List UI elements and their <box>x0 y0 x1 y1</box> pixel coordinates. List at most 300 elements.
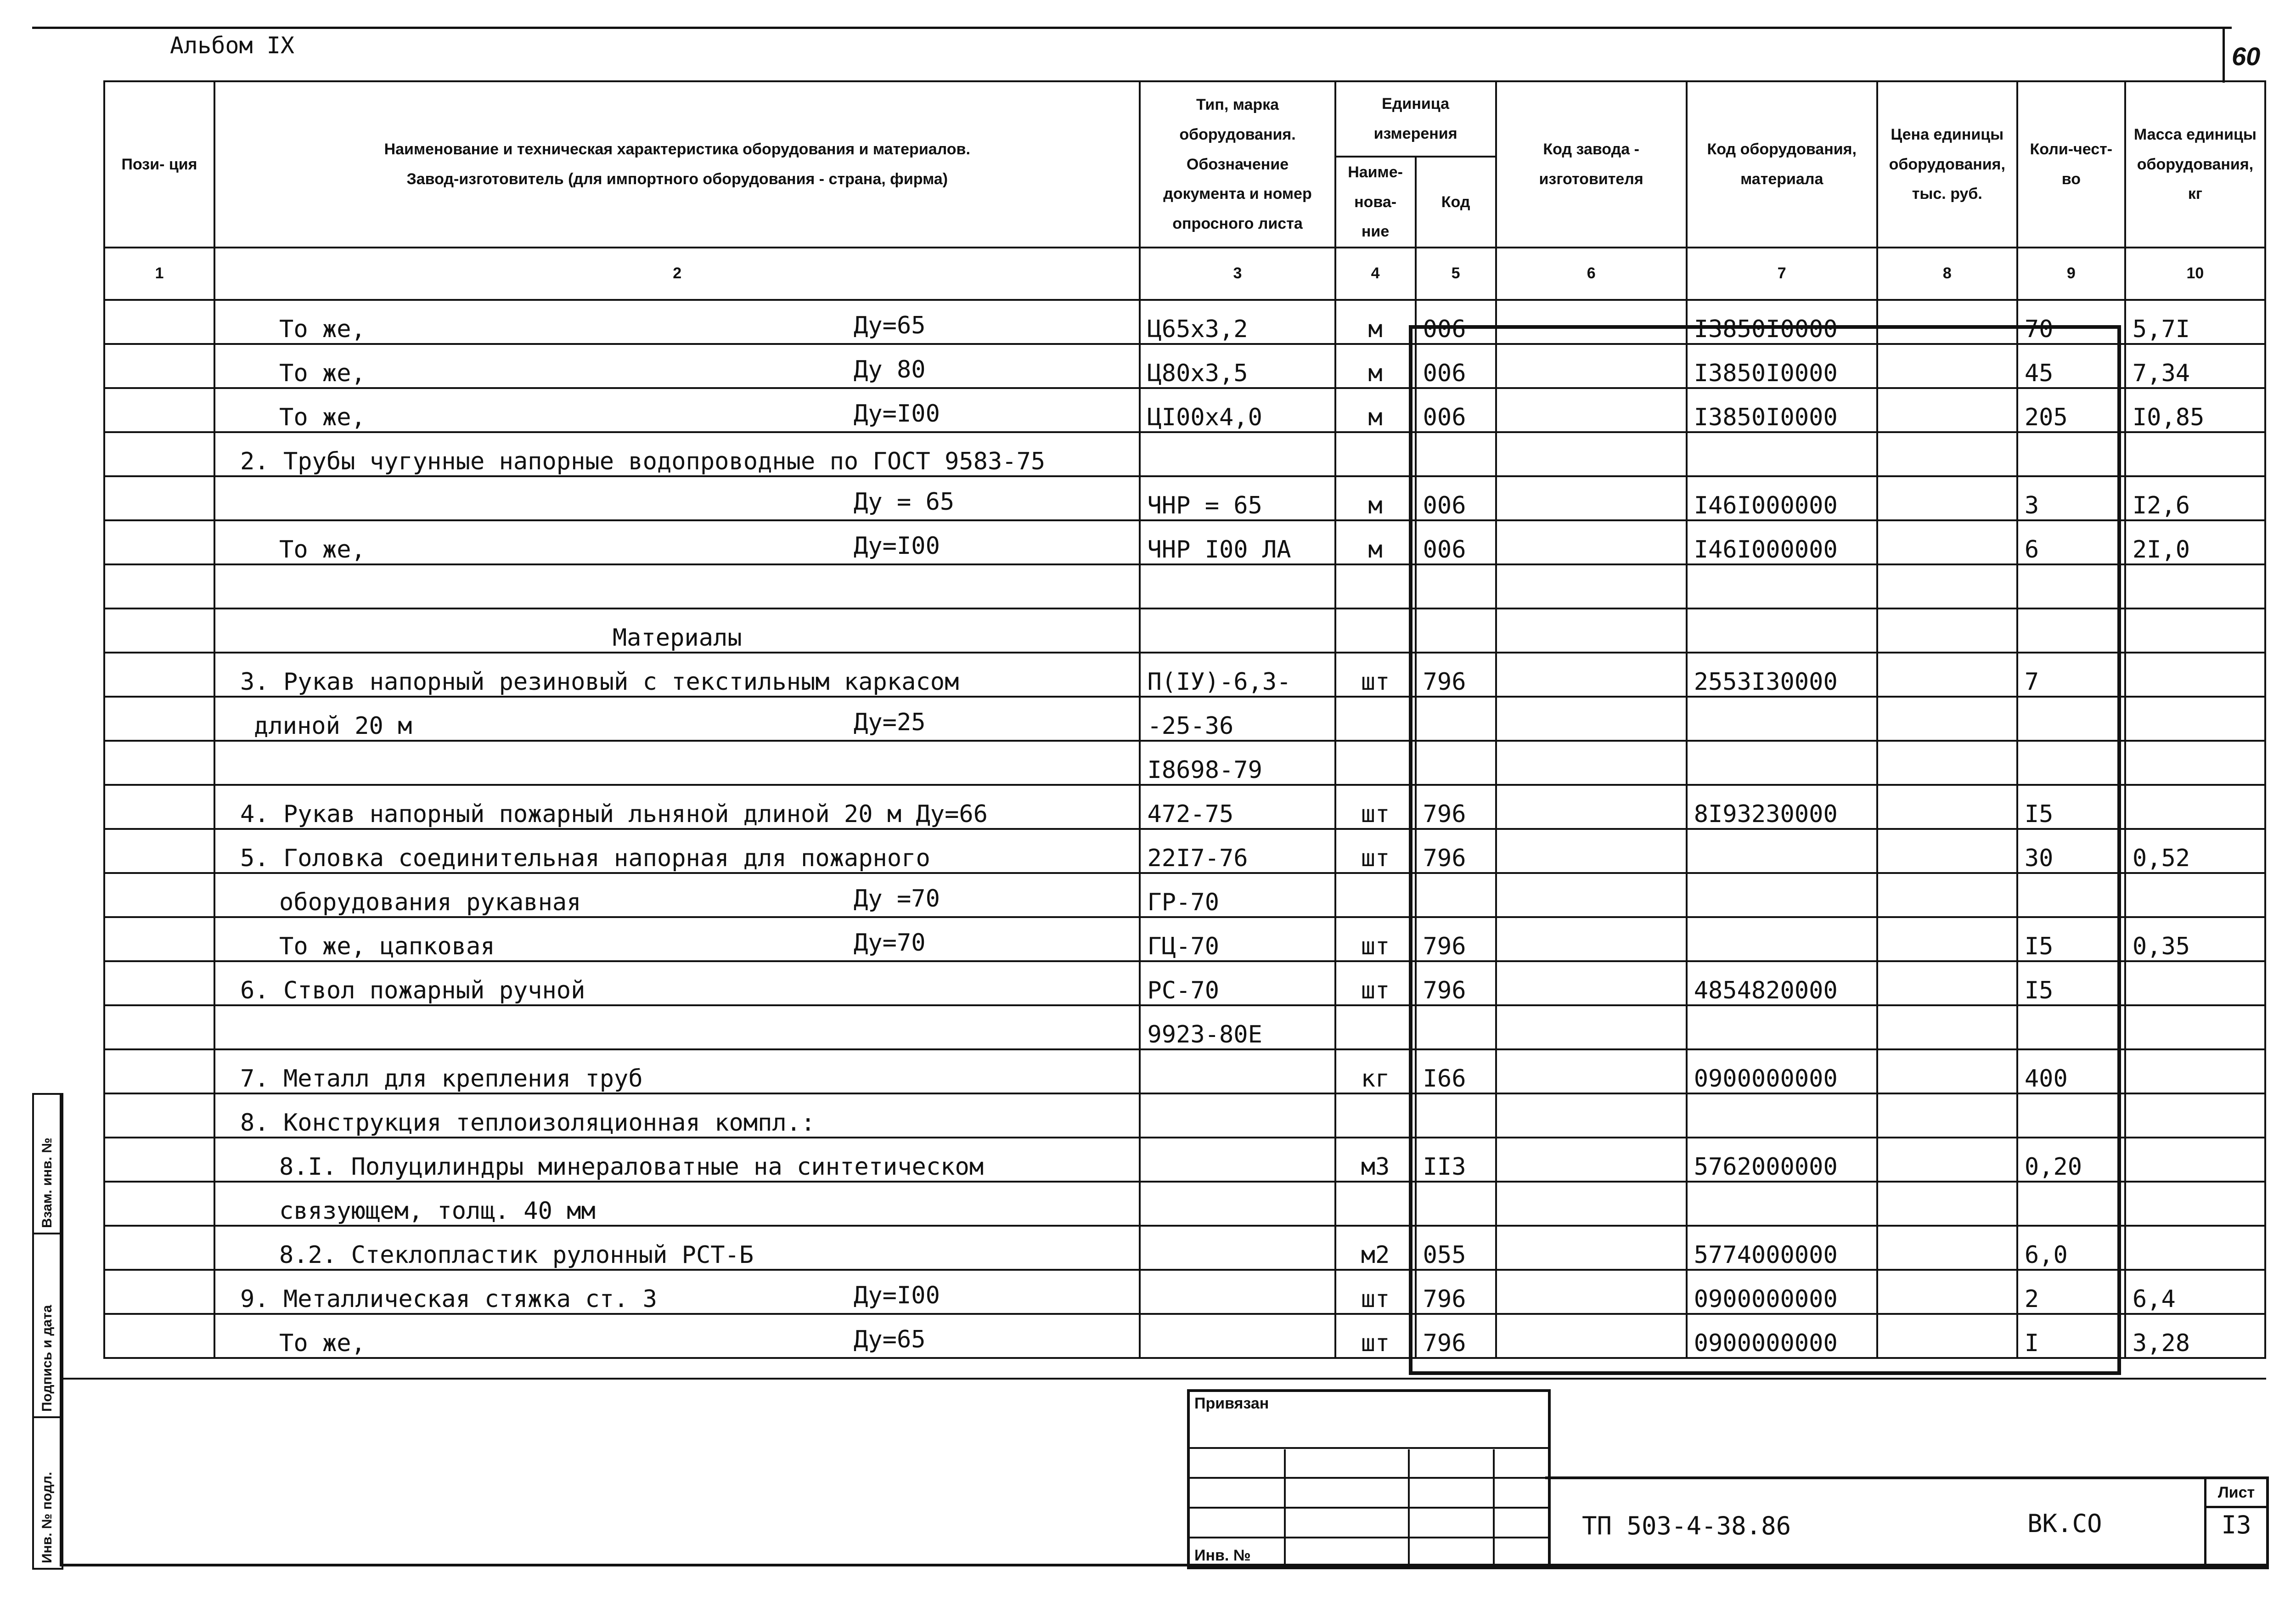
sidebar-vzam: Взам. инв. № <box>39 1138 55 1228</box>
top-border-line <box>32 27 2232 29</box>
binding-stamp <box>1187 1389 1551 1569</box>
row-name-cell <box>214 785 1140 829</box>
row-name: То же, <box>279 315 366 343</box>
row-empty-cell <box>104 1314 214 1358</box>
column-number: 6 <box>1496 248 1687 300</box>
row-qty: 0,20 <box>2017 1138 2125 1182</box>
row-code: 006 <box>1416 388 1496 432</box>
row-empty-cell <box>1496 961 1687 1005</box>
row-name: оборудования рукавная <box>279 888 581 916</box>
row-mass: 3,28 <box>2125 1314 2265 1358</box>
row-mass: 0,35 <box>2125 917 2265 961</box>
row-type <box>1140 1314 1335 1358</box>
row-empty-cell <box>104 608 214 653</box>
row-mass <box>2125 1049 2265 1093</box>
row-qty: I <box>2017 1314 2125 1358</box>
row-empty-cell <box>1496 476 1687 520</box>
row-empty-cell <box>104 564 214 608</box>
column-number: 4 <box>1335 248 1416 300</box>
row-name-cell <box>214 653 1140 697</box>
row-empty-cell <box>1496 1314 1687 1358</box>
row-qty <box>2017 1005 2125 1049</box>
row-name: Материалы <box>612 624 742 652</box>
row-empty-cell <box>1877 1093 2017 1138</box>
specification-table <box>103 80 2266 1359</box>
row-empty-cell <box>104 520 214 564</box>
row-unit: м2 <box>1335 1226 1416 1270</box>
row-code <box>1416 741 1496 785</box>
header-name-line1: Наименование и техническая характеристика оборудования и материалов. <box>384 141 970 158</box>
row-empty-cell <box>104 961 214 1005</box>
row-code: 006 <box>1416 300 1496 344</box>
row-qty: 45 <box>2017 344 2125 388</box>
row-unit: м <box>1335 520 1416 564</box>
row-empty-cell <box>1877 697 2017 741</box>
row-name-cell <box>214 873 1140 917</box>
sheet-box <box>2204 1479 2266 1566</box>
row-mat: I3850I0000 <box>1687 388 1877 432</box>
row-empty-cell <box>1496 608 1687 653</box>
row-empty-cell <box>1496 829 1687 873</box>
row-unit: шт <box>1335 1314 1416 1358</box>
row-empty-cell <box>1496 873 1687 917</box>
row-name-cell <box>214 300 1140 344</box>
row-code <box>1416 1005 1496 1049</box>
table-row <box>104 653 2265 697</box>
row-name: связующем, толщ. 40 мм <box>279 1197 596 1225</box>
table-row <box>104 1093 2265 1138</box>
row-mass <box>2125 1138 2265 1182</box>
row-name: 8.2. Стеклопластик рулонный РСТ-Б <box>279 1241 754 1269</box>
row-mat <box>1687 564 1877 608</box>
row-name-cell <box>214 520 1140 564</box>
row-name-cell <box>214 697 1140 741</box>
header-equipment-code: Код оборудования, материала <box>1687 81 1877 248</box>
row-unit: м <box>1335 344 1416 388</box>
row-empty-cell <box>1496 1049 1687 1093</box>
row-code <box>1416 697 1496 741</box>
row-mat: I3850I0000 <box>1687 300 1877 344</box>
row-unit: кг <box>1335 1049 1416 1093</box>
row-mass: 5,7I <box>2125 300 2265 344</box>
stamp-col-line <box>1284 1449 1286 1566</box>
row-mass <box>2125 608 2265 653</box>
header-plant-code: Код завода - изготовителя <box>1496 81 1687 248</box>
row-empty-cell <box>1496 432 1687 476</box>
row-qty: 70 <box>2017 300 2125 344</box>
row-empty-cell <box>1877 300 2017 344</box>
row-mass <box>2125 1093 2265 1138</box>
stamp-inv-label: Инв. № <box>1194 1547 1251 1564</box>
row-unit: м <box>1335 300 1416 344</box>
column-number: 10 <box>2125 248 2265 300</box>
row-type: ГЦ-70 <box>1140 917 1335 961</box>
row-type <box>1140 1226 1335 1270</box>
row-empty-cell <box>1496 520 1687 564</box>
row-empty-cell <box>1496 564 1687 608</box>
row-mass <box>2125 564 2265 608</box>
row-name: 6. Ствол пожарный ручной <box>240 976 585 1004</box>
row-qty: 30 <box>2017 829 2125 873</box>
row-mat <box>1687 608 1877 653</box>
row-empty-cell <box>1877 1049 2017 1093</box>
row-type <box>1140 564 1335 608</box>
table-body <box>104 300 2265 1358</box>
row-empty-cell <box>1496 1226 1687 1270</box>
row-name: 3. Рукав напорный резиновый с текстильным каркасом <box>240 668 959 696</box>
table-row <box>104 1049 2265 1093</box>
header-name-line2: Завод-изготовитель (для импортного оборудования - страна, фирма) <box>406 170 948 188</box>
row-type <box>1140 1093 1335 1138</box>
row-code: 796 <box>1416 785 1496 829</box>
row-code <box>1416 564 1496 608</box>
row-unit: м <box>1335 388 1416 432</box>
row-qty <box>2017 1182 2125 1226</box>
row-empty-cell <box>104 1049 214 1093</box>
row-name-cell <box>214 476 1140 520</box>
header-mass: Масса единицы оборудования, кг <box>2125 81 2265 248</box>
row-unit: м <box>1335 476 1416 520</box>
row-mat <box>1687 1182 1877 1226</box>
row-empty-cell <box>1496 1138 1687 1182</box>
table-row <box>104 1314 2265 1358</box>
row-mat: 5762000000 <box>1687 1138 1877 1182</box>
row-empty-cell <box>1496 1182 1687 1226</box>
row-mat <box>1687 873 1877 917</box>
row-mat <box>1687 829 1877 873</box>
row-qty: I5 <box>2017 785 2125 829</box>
row-name: То же, <box>279 1329 366 1357</box>
row-empty-cell <box>1496 653 1687 697</box>
row-empty-cell <box>1877 873 2017 917</box>
stamp-label: Привязан <box>1194 1395 1269 1412</box>
row-empty-cell <box>1496 917 1687 961</box>
row-type: ЧНР = 65 <box>1140 476 1335 520</box>
header-position: Пози- ция <box>104 81 214 248</box>
row-empty-cell <box>104 1093 214 1138</box>
row-empty-cell <box>1877 1138 2017 1182</box>
row-code: II3 <box>1416 1138 1496 1182</box>
table-row <box>104 741 2265 785</box>
row-name: длиной 20 м <box>254 712 412 740</box>
row-diameter: Ду=I00 <box>854 532 940 560</box>
sheet-label: Лист <box>2206 1479 2266 1508</box>
row-empty-cell <box>104 388 214 432</box>
row-empty-cell <box>1877 653 2017 697</box>
row-code: 006 <box>1416 520 1496 564</box>
table-row <box>104 829 2265 873</box>
row-mass <box>2125 1226 2265 1270</box>
title-block <box>1545 1476 2269 1569</box>
sidebar-cell <box>34 1233 62 1418</box>
row-mass: 2I,0 <box>2125 520 2265 564</box>
table-row <box>104 1138 2265 1182</box>
page-number-divider <box>2223 28 2225 83</box>
row-diameter: Ду=65 <box>854 1325 926 1353</box>
row-mat: 5774000000 <box>1687 1226 1877 1270</box>
row-empty-cell <box>104 344 214 388</box>
header-type: Тип, марка оборудования. Обозначение документа и номер опросного листа <box>1140 81 1335 248</box>
table-row <box>104 697 2265 741</box>
row-name-cell <box>214 1049 1140 1093</box>
row-mass: 6,4 <box>2125 1270 2265 1314</box>
row-empty-cell <box>1877 432 2017 476</box>
row-diameter: Ду 80 <box>854 355 926 383</box>
row-empty-cell <box>104 476 214 520</box>
row-mass <box>2125 1182 2265 1226</box>
sidebar-inv-orig: Инв. № подл. <box>39 1471 55 1563</box>
row-empty-cell <box>104 917 214 961</box>
header-unit-code: Код <box>1416 157 1496 248</box>
row-empty-cell <box>1877 476 2017 520</box>
row-name: То же, цапковая <box>279 932 495 960</box>
header-quantity: Коли-чест-во <box>2017 81 2125 248</box>
row-empty-cell <box>1877 1314 2017 1358</box>
row-diameter: Ду=25 <box>854 708 926 736</box>
row-name: То же, <box>279 535 366 563</box>
row-type: 472-75 <box>1140 785 1335 829</box>
row-name: То же, <box>279 403 366 431</box>
row-qty: 400 <box>2017 1049 2125 1093</box>
row-type: ЧНР I00 ЛА <box>1140 520 1335 564</box>
row-type: РС-70 <box>1140 961 1335 1005</box>
row-empty-cell <box>104 873 214 917</box>
row-empty-cell <box>1877 785 2017 829</box>
row-name: 9. Металлическая стяжка ст. 3 <box>240 1285 657 1313</box>
row-unit: м3 <box>1335 1138 1416 1182</box>
row-type <box>1140 1138 1335 1182</box>
row-name-cell <box>214 608 1140 653</box>
row-diameter: Ду =70 <box>854 885 940 913</box>
row-qty: 6,0 <box>2017 1226 2125 1270</box>
row-empty-cell <box>1496 388 1687 432</box>
stamp-line <box>1190 1447 1548 1449</box>
row-empty-cell <box>104 1226 214 1270</box>
row-type: ГР-70 <box>1140 873 1335 917</box>
row-empty-cell <box>1877 1226 2017 1270</box>
table-row <box>104 917 2265 961</box>
row-unit <box>1335 432 1416 476</box>
row-mat: I46I000000 <box>1687 476 1877 520</box>
row-empty-cell <box>1496 344 1687 388</box>
row-qty <box>2017 873 2125 917</box>
row-code <box>1416 608 1496 653</box>
row-empty-cell <box>1496 1005 1687 1049</box>
header-unit-name: Наиме-нова-ние <box>1335 157 1416 248</box>
row-qty: I5 <box>2017 961 2125 1005</box>
row-unit: шт <box>1335 829 1416 873</box>
row-empty-cell <box>104 1005 214 1049</box>
bottom-area-line <box>60 1378 2266 1380</box>
row-mat: I46I000000 <box>1687 520 1877 564</box>
row-type: -25-36 <box>1140 697 1335 741</box>
row-name: 2. Трубы чугунные напорные водопроводные по ГОСТ 9583-75 <box>240 447 1046 475</box>
row-name-cell <box>214 1138 1140 1182</box>
row-unit: шт <box>1335 961 1416 1005</box>
row-empty-cell <box>104 300 214 344</box>
row-mat <box>1687 1093 1877 1138</box>
table-row <box>104 344 2265 388</box>
row-name: 5. Головка соединительная напорная для пожарного <box>240 844 930 872</box>
row-qty <box>2017 608 2125 653</box>
row-empty-cell <box>1877 1182 2017 1226</box>
row-empty-cell <box>104 785 214 829</box>
row-mass: 7,34 <box>2125 344 2265 388</box>
column-number: 8 <box>1877 248 2017 300</box>
row-qty: 3 <box>2017 476 2125 520</box>
row-mass <box>2125 873 2265 917</box>
table-row <box>104 785 2265 829</box>
row-empty-cell <box>1877 917 2017 961</box>
row-unit: шт <box>1335 917 1416 961</box>
document-code: ТП 503-4-38.86 <box>1582 1511 1791 1540</box>
header-name <box>214 81 1140 248</box>
row-code: 055 <box>1416 1226 1496 1270</box>
row-empty-cell <box>1877 564 2017 608</box>
row-empty-cell <box>1496 741 1687 785</box>
column-number: 5 <box>1416 248 1496 300</box>
table-row <box>104 520 2265 564</box>
row-name-cell <box>214 917 1140 961</box>
row-mat <box>1687 697 1877 741</box>
row-name-cell <box>214 564 1140 608</box>
row-type: 22I7-76 <box>1140 829 1335 873</box>
row-diameter: Ду = 65 <box>854 488 955 516</box>
row-type: I8698-79 <box>1140 741 1335 785</box>
row-mass <box>2125 697 2265 741</box>
sidebar-sign-date: Подпись и дата <box>39 1305 55 1412</box>
row-qty: 205 <box>2017 388 2125 432</box>
row-type: Ц65х3,2 <box>1140 300 1335 344</box>
row-name-cell <box>214 1226 1140 1270</box>
row-empty-cell <box>104 1270 214 1314</box>
row-name-cell <box>214 961 1140 1005</box>
row-mat: 0900000000 <box>1687 1270 1877 1314</box>
page-number: 60 <box>2232 42 2261 71</box>
row-qty: I5 <box>2017 917 2125 961</box>
row-name: 8. Конструкция теплоизоляционная компл.: <box>240 1109 816 1137</box>
row-name-cell <box>214 741 1140 785</box>
row-empty-cell <box>1877 1270 2017 1314</box>
row-empty-cell <box>104 697 214 741</box>
row-unit: шт <box>1335 653 1416 697</box>
sidebar-cell <box>34 1095 62 1234</box>
row-type: П(IУ)-6,3- <box>1140 653 1335 697</box>
row-unit: шт <box>1335 785 1416 829</box>
column-number: 2 <box>214 248 1140 300</box>
column-number: 9 <box>2017 248 2125 300</box>
table-row <box>104 1226 2265 1270</box>
row-mat: 8I93230000 <box>1687 785 1877 829</box>
table-row <box>104 1005 2265 1049</box>
row-mat: 2553I30000 <box>1687 653 1877 697</box>
sheet-number: I3 <box>2221 1510 2251 1539</box>
row-qty <box>2017 564 2125 608</box>
row-type <box>1140 1270 1335 1314</box>
table-row <box>104 1182 2265 1226</box>
row-empty-cell <box>104 432 214 476</box>
row-empty-cell <box>1496 1093 1687 1138</box>
row-empty-cell <box>104 741 214 785</box>
sidebar-right-line <box>60 1093 62 1566</box>
column-number: 3 <box>1140 248 1335 300</box>
row-diameter: Ду=I00 <box>854 1281 940 1309</box>
row-code <box>1416 1182 1496 1226</box>
row-mass <box>2125 653 2265 697</box>
document-mark: ВК.СО <box>2027 1509 2102 1538</box>
table-row <box>104 388 2265 432</box>
row-qty <box>2017 1093 2125 1138</box>
row-name: 7. Металл для крепления труб <box>240 1065 643 1093</box>
row-mat: 4854820000 <box>1687 961 1877 1005</box>
column-number: 1 <box>104 248 214 300</box>
header-unit: Единица измерения <box>1335 81 1496 157</box>
column-number: 7 <box>1687 248 1877 300</box>
row-qty <box>2017 741 2125 785</box>
row-empty-cell <box>1877 829 2017 873</box>
row-code: 006 <box>1416 476 1496 520</box>
row-name-cell <box>214 388 1140 432</box>
row-unit <box>1335 1005 1416 1049</box>
row-name-cell <box>214 1005 1140 1049</box>
row-type: ЦI00х4,0 <box>1140 388 1335 432</box>
row-empty-cell <box>1496 300 1687 344</box>
row-qty <box>2017 697 2125 741</box>
row-name-cell <box>214 1270 1140 1314</box>
row-empty-cell <box>104 653 214 697</box>
row-code: 006 <box>1416 344 1496 388</box>
row-name: 4. Рукав напорный пожарный льняной длиной 20 м Ду=66 <box>240 800 988 828</box>
row-code: 796 <box>1416 653 1496 697</box>
row-type <box>1140 432 1335 476</box>
row-mass <box>2125 1005 2265 1049</box>
row-qty <box>2017 432 2125 476</box>
album-label: Альбом IX <box>170 32 294 59</box>
row-code <box>1416 873 1496 917</box>
row-mat: I3850I0000 <box>1687 344 1877 388</box>
row-empty-cell <box>104 829 214 873</box>
row-empty-cell <box>1877 388 2017 432</box>
row-code: 796 <box>1416 829 1496 873</box>
table-row <box>104 873 2265 917</box>
row-empty-cell <box>104 1182 214 1226</box>
row-code: I66 <box>1416 1049 1496 1093</box>
row-empty-cell <box>1496 785 1687 829</box>
table-row <box>104 961 2265 1005</box>
row-code <box>1416 432 1496 476</box>
row-mass <box>2125 785 2265 829</box>
row-name-cell <box>214 344 1140 388</box>
row-code: 796 <box>1416 917 1496 961</box>
row-mat <box>1687 917 1877 961</box>
row-code: 796 <box>1416 1314 1496 1358</box>
row-name-cell <box>214 432 1140 476</box>
row-name-cell <box>214 1093 1140 1138</box>
row-code <box>1416 1093 1496 1138</box>
row-mass <box>2125 741 2265 785</box>
table-row <box>104 476 2265 520</box>
row-unit <box>1335 564 1416 608</box>
table-row <box>104 564 2265 608</box>
row-diameter: Ду=I00 <box>854 400 940 428</box>
row-qty: 7 <box>2017 653 2125 697</box>
row-empty-cell <box>1877 344 2017 388</box>
row-empty-cell <box>1877 741 2017 785</box>
row-type: Ц80х3,5 <box>1140 344 1335 388</box>
row-type: 9923-80Е <box>1140 1005 1335 1049</box>
row-type <box>1140 608 1335 653</box>
row-unit <box>1335 1182 1416 1226</box>
